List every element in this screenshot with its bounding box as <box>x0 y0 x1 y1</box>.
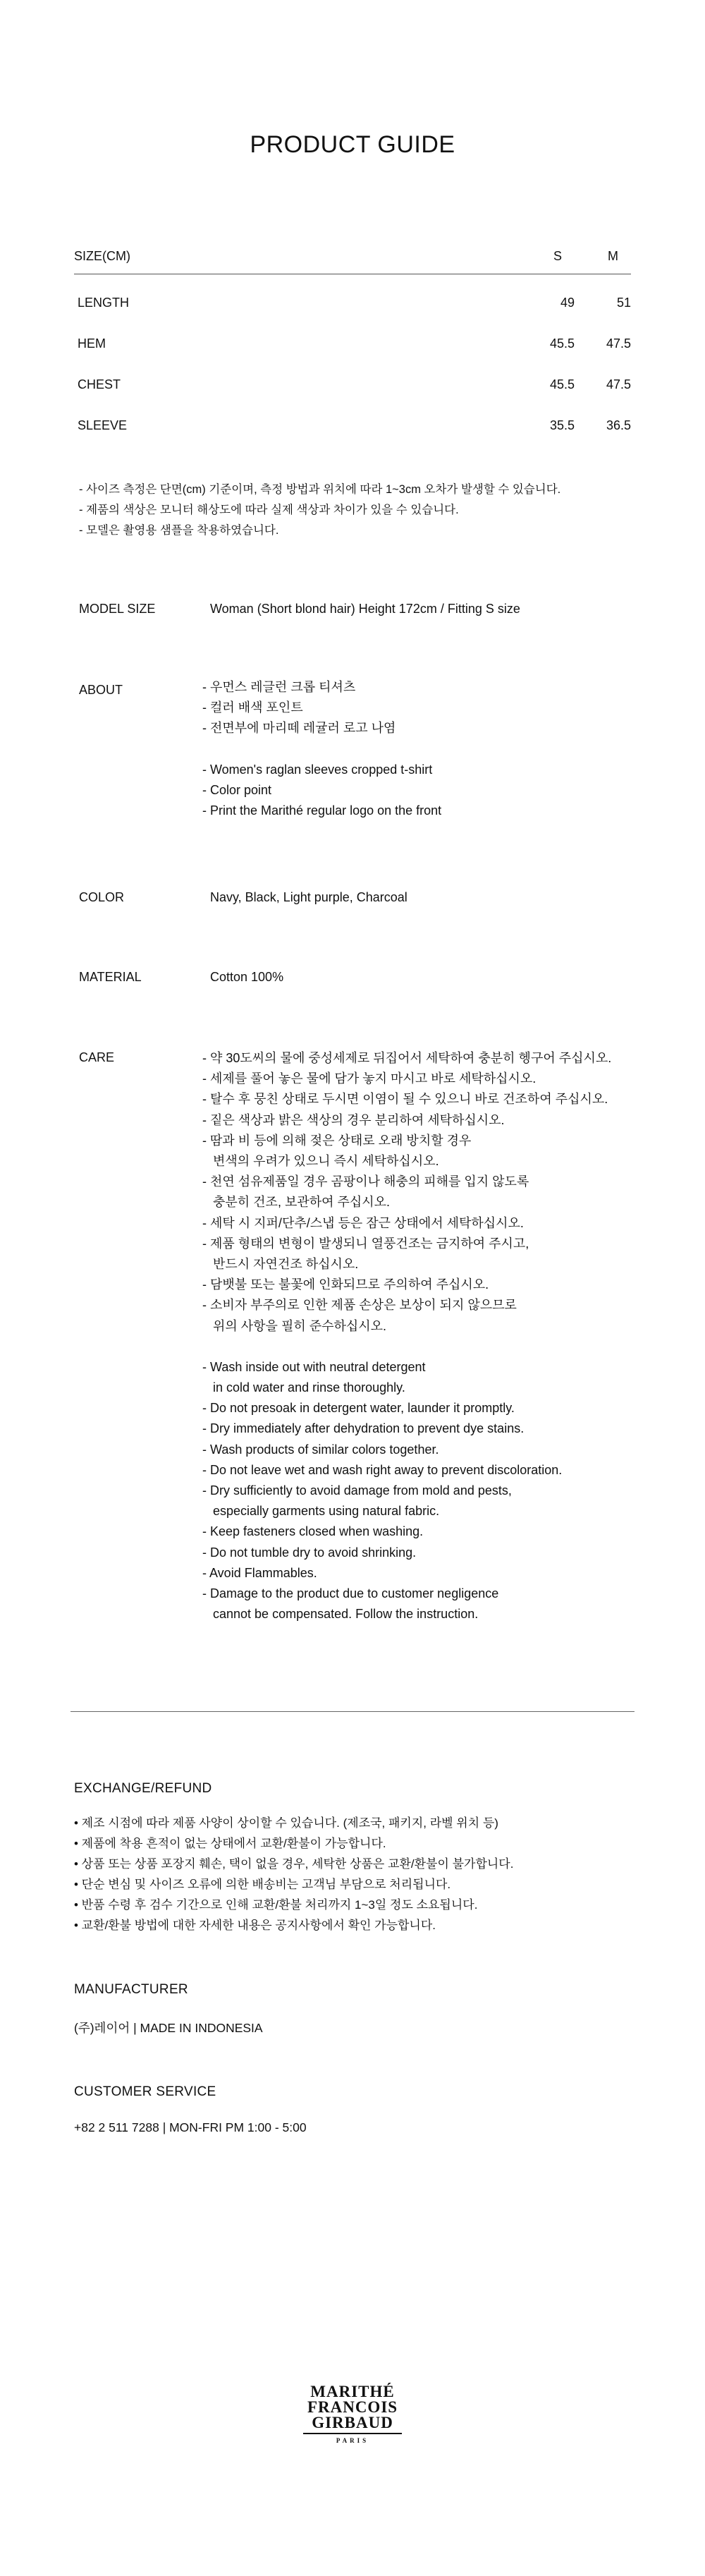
care-line: in cold water and rinse thoroughly. <box>202 1380 405 1395</box>
logo-sub: PARIS <box>336 2437 369 2444</box>
row-value-m: 47.5 <box>606 336 631 351</box>
model-size-label: MODEL SIZE <box>79 602 156 616</box>
care-line: - Wash products of similar colors together. <box>202 1442 439 1457</box>
model-size-value: Woman (Short blond hair) Height 172cm / Fitting S size <box>210 602 520 616</box>
about-line: - Print the Marithé regular logo on the front <box>202 803 442 818</box>
row-value-s: 35.5 <box>549 418 575 432</box>
material-label: MATERIAL <box>79 970 142 984</box>
brand-logo <box>298 2384 407 2444</box>
care-line: cannot be compensated. Follow the instruction. <box>202 1607 479 1622</box>
about-line: - Color point <box>202 782 272 797</box>
care-line: - Do not leave wet and wash right away to prevent discoloration. <box>202 1462 563 1477</box>
list-item: • 단순 변심 및 사이즈 오류에 의한 배송비는 고객님 부담으로 처리됩니다. <box>74 1878 451 1891</box>
care-line: - Dry immediately after dehydration to prevent dye stains. <box>202 1421 525 1436</box>
care-line: - 탈수 후 뭉친 상태로 두시면 이염이 될 수 있으니 바로 건조하여 주십시오. <box>202 1092 608 1107</box>
table-row <box>78 405 631 446</box>
table-row <box>78 364 631 405</box>
size-header-s: S <box>553 248 562 263</box>
care-line: 충분히 건조, 보관하여 주십시오. <box>202 1195 391 1210</box>
list-item: • 교환/환불 방법에 대한 자세한 내용은 공지사항에서 확인 가능합니다. <box>74 1919 436 1932</box>
care-line: - 제품 형태의 변형이 발생되니 열풍건조는 금지하여 주시고, <box>202 1236 529 1251</box>
about-line: - Women's raglan sleeves cropped t-shirt <box>202 762 433 777</box>
care-line: 변색의 우려가 있으니 즉시 세탁하십시오. <box>202 1154 439 1169</box>
care-label: CARE <box>79 1050 115 1064</box>
size-table-body <box>78 282 631 446</box>
list-item: • 제품에 착용 흔적이 없는 상태에서 교환/환불이 가능합니다. <box>74 1837 386 1850</box>
color-label: COLOR <box>79 890 125 904</box>
care-line: - 약 30도씨의 물에 중성세제로 뒤집어서 세탁하여 충분히 헹구어 주십시오. <box>202 1051 612 1065</box>
care-line: - Wash inside out with neutral detergent <box>202 1359 426 1374</box>
about-line: - 우먼스 레글런 크롭 티셔츠 <box>202 680 356 694</box>
note-line: - 사이즈 측정은 단면(cm) 기준이며, 측정 방법과 위치에 따라 1~3cm 오차가 발생할 수 있습니다. <box>79 483 561 496</box>
about-line <box>202 739 441 760</box>
row-value-m: 47.5 <box>606 377 631 391</box>
row-label: HEM <box>78 336 106 351</box>
manufacturer-value: (주)레이어 | MADE IN INDONESIA <box>74 2021 263 2035</box>
row-label: SLEEVE <box>78 418 128 432</box>
section-divider <box>70 1711 634 1712</box>
table-row <box>78 282 631 323</box>
about-line: - 전면부에 마리떼 레귤러 로고 나염 <box>202 721 396 736</box>
logo-line-2: FRANCOIS <box>307 2398 398 2416</box>
color-value: Navy, Black, Light purple, Charcoal <box>210 890 407 904</box>
exchange-refund-title: EXCHANGE/REFUND <box>74 1781 212 1796</box>
care-line: - 세제를 풀어 놓은 물에 담가 놓지 마시고 바로 세탁하십시오. <box>202 1071 537 1086</box>
row-value-s: 45.5 <box>549 377 575 391</box>
size-header-m: M <box>608 248 618 263</box>
row-value-s: 49 <box>560 295 575 310</box>
care-line: 반드시 자연건조 하십시오. <box>202 1257 359 1272</box>
care-line: especially garments using natural fabric. <box>202 1504 440 1519</box>
care-line: - 땀과 비 등에 의해 젖은 상태로 오래 방치할 경우 <box>202 1133 472 1148</box>
page-title: PRODUCT GUIDE <box>250 131 455 158</box>
customer-service-value: +82 2 511 7288 | MON-FRI PM 1:00 - 5:00 <box>74 2120 307 2134</box>
table-row <box>78 323 631 364</box>
row-value-m: 51 <box>616 295 631 310</box>
care-line: - Dry sufficiently to avoid damage from mold and pests, <box>202 1483 512 1498</box>
about-lines <box>202 677 441 821</box>
care-line: - Do not presoak in detergent water, launder it promptly. <box>202 1401 515 1416</box>
exchange-refund-list <box>74 1813 513 1936</box>
list-item: • 반품 수령 후 검수 기간으로 인해 교환/환불 처리까지 1~3일 정도 소요됩니다. <box>74 1898 478 1912</box>
care-line: - 소비자 부주의로 인한 제품 손상은 보상이 되지 않으므로 <box>202 1298 517 1313</box>
size-notes <box>79 480 560 541</box>
note-line: - 제품의 색상은 모니터 해상도에 따라 실제 색상과 차이가 있을 수 있습니다. <box>79 504 459 516</box>
care-line: - 짙은 색상과 밝은 색상의 경우 분리하여 세탁하십시오. <box>202 1112 505 1127</box>
about-line: - 컬러 배색 포인트 <box>202 700 303 715</box>
logo-rule <box>303 2433 402 2434</box>
care-line: - Damage to the product due to customer negligence <box>202 1586 499 1601</box>
care-line: - 담뱃불 또는 불꽃에 인화되므로 주의하여 주십시오. <box>202 1277 489 1292</box>
care-line: - 천연 섬유제품일 경우 곰팡이나 해충의 피해를 입지 않도록 <box>202 1174 529 1189</box>
row-label: LENGTH <box>78 295 130 310</box>
logo-line-1: MARITHÉ <box>310 2383 395 2400</box>
size-header-label: SIZE(CM) <box>74 248 130 263</box>
row-value-m: 36.5 <box>606 418 631 432</box>
customer-service-title: CUSTOMER SERVICE <box>74 2084 216 2099</box>
row-value-s: 45.5 <box>549 336 575 351</box>
material-value: Cotton 100% <box>210 970 284 984</box>
logo-line-3: GIRBAUD <box>312 2414 393 2431</box>
care-lines <box>202 1048 611 1624</box>
care-line: - Keep fasteners closed when washing. <box>202 1524 424 1539</box>
care-line: - Do not tumble dry to avoid shrinking. <box>202 1545 417 1560</box>
note-line: - 모델은 촬영용 샘플을 착용하였습니다. <box>79 524 279 537</box>
care-line: 위의 사항을 필히 준수하십시오. <box>202 1318 387 1333</box>
care-line: - Avoid Flammables. <box>202 1565 317 1580</box>
about-label: ABOUT <box>79 683 123 697</box>
care-line: - 세탁 시 지퍼/단추/스냅 등은 잠근 상태에서 세탁하십시오. <box>202 1215 524 1230</box>
row-label: CHEST <box>78 377 121 391</box>
list-item: • 제조 시점에 따라 제품 사양이 상이할 수 있습니다. (제조국, 패키지, 라벨 위치 등) <box>74 1816 498 1830</box>
size-table-header <box>74 243 631 269</box>
care-line <box>202 1337 611 1357</box>
manufacturer-title: MANUFACTURER <box>74 1982 188 1997</box>
list-item: • 상품 또는 상품 포장지 훼손, 택이 없을 경우, 세탁한 상품은 교환/환불이 불가합니다. <box>74 1857 514 1871</box>
